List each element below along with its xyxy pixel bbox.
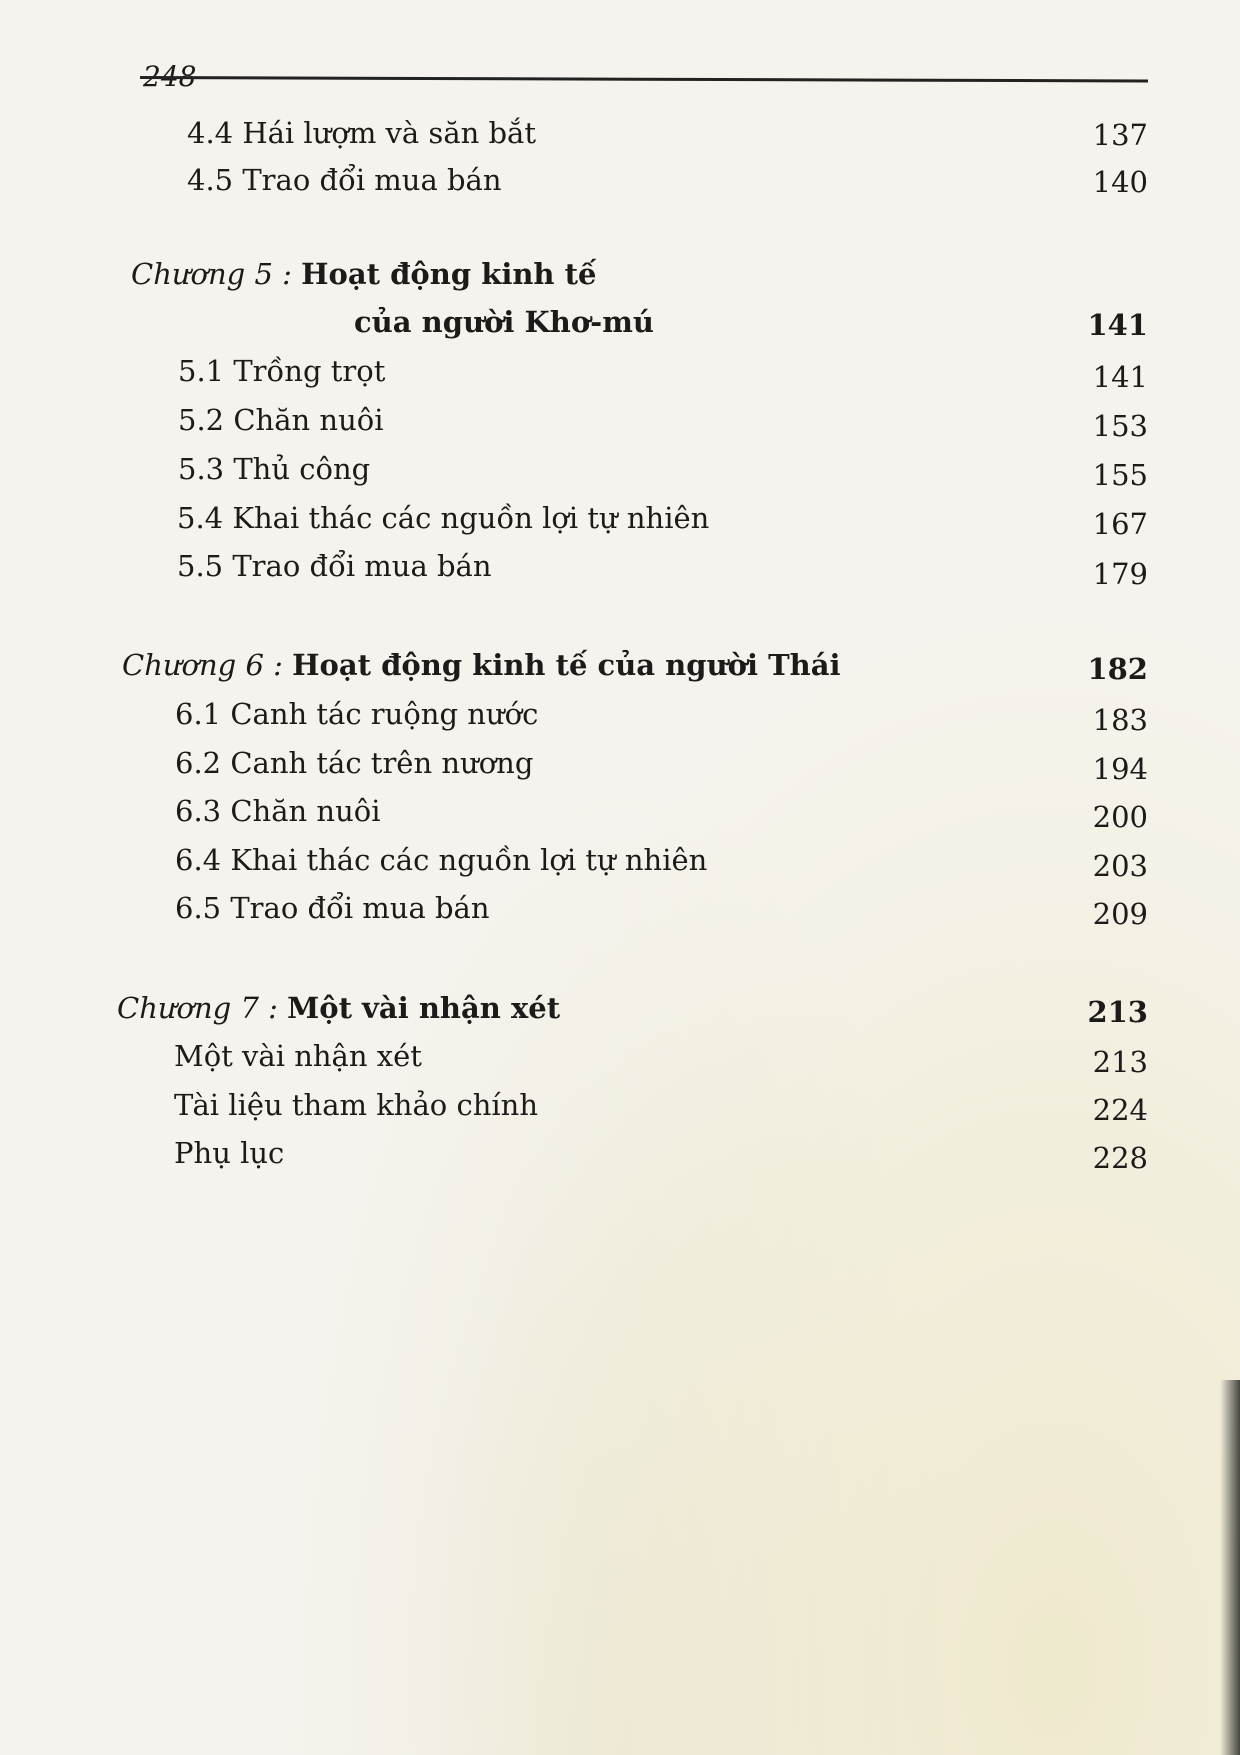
toc-entry-page: 183: [1092, 703, 1148, 737]
toc-entry: [0, 501, 1240, 541]
toc-entry: [0, 452, 1240, 492]
chapter-label: Chương 7 :: [117, 991, 278, 1025]
toc-entry: [0, 163, 1240, 203]
toc-entry-title: 5.3 Thủ công: [178, 452, 371, 486]
toc-entry-title: Phụ lục: [174, 1136, 285, 1170]
toc-entry-title: 5.1 Trồng trọt: [178, 354, 386, 388]
toc-entry: [0, 1039, 1240, 1079]
header-rule: [140, 76, 1148, 83]
toc-entry-title: 5.4 Khai thác các nguồn lợi tự nhiên: [177, 501, 710, 535]
chapter-label: Chương 6 :: [122, 648, 283, 682]
chapter-page: 182: [1087, 652, 1148, 686]
toc-entry-title: 4.4 Hái lượm và săn bắt: [187, 116, 537, 150]
toc-entry-title: 6.3 Chăn nuôi: [175, 794, 381, 828]
toc-entry-page: 224: [1092, 1093, 1148, 1127]
chapter-title: Hoạt động kinh tế của người Thái: [292, 648, 841, 682]
toc-entry-page: 209: [1092, 897, 1148, 931]
toc-entry-page: 200: [1092, 800, 1148, 834]
chapter-page: 213: [1087, 995, 1148, 1029]
toc-entry-title: Tài liệu tham khảo chính: [174, 1088, 539, 1122]
toc-entry-page: 153: [1092, 409, 1148, 443]
toc-entry-title: 6.2 Canh tác trên nương: [175, 746, 534, 780]
toc-entry-title: 5.5 Trao đổi mua bán: [177, 549, 492, 583]
toc-entry: [0, 794, 1240, 834]
toc-entry-page: 213: [1092, 1045, 1148, 1079]
chapter-title: Một vài nhận xét: [287, 991, 561, 1025]
toc-entry: [0, 843, 1240, 883]
toc-entry-page: 228: [1092, 1141, 1148, 1175]
toc-entry: [0, 697, 1240, 737]
toc-entry-title: 6.5 Trao đổi mua bán: [175, 891, 490, 925]
toc-entry-page: 167: [1092, 507, 1148, 541]
chapter-heading-line2: [0, 305, 1240, 345]
toc-entry-title: Một vài nhận xét: [174, 1039, 422, 1073]
page-number: 248: [143, 60, 197, 93]
toc-entry-title: 4.5 Trao đổi mua bán: [187, 163, 502, 197]
toc-entry-page: 140: [1092, 165, 1148, 199]
page-edge-shadow: [1220, 1380, 1240, 1755]
toc-entry-title: 5.2 Chăn nuôi: [178, 403, 384, 437]
toc-entry-page: 155: [1092, 458, 1148, 492]
chapter-title: Hoạt động kinh tế: [301, 257, 597, 291]
chapter-heading: [0, 991, 1240, 1031]
toc-entry-page: 203: [1092, 849, 1148, 883]
toc-entry: [0, 354, 1240, 394]
toc-entry: [0, 116, 1240, 156]
toc-entry-title: 6.1 Canh tác ruộng nước: [175, 697, 539, 731]
toc-entry: [0, 746, 1240, 786]
chapter-label: Chương 5 :: [131, 257, 292, 291]
chapter-title-continued: của người Khơ-mú: [354, 305, 654, 339]
toc-entry: [0, 1136, 1240, 1176]
toc-entry: [0, 891, 1240, 931]
toc-entry-page: 179: [1092, 557, 1148, 591]
chapter-heading: [0, 257, 1240, 297]
toc-entry: [0, 403, 1240, 443]
toc-entry-title: 6.4 Khai thác các nguồn lợi tự nhiên: [175, 843, 708, 877]
toc-entry: [0, 1088, 1240, 1128]
toc-entry: [0, 549, 1240, 589]
chapter-heading: [0, 648, 1240, 688]
toc-entry-page: 137: [1092, 118, 1148, 152]
chapter-page: 141: [1087, 308, 1148, 342]
toc-entry-page: 194: [1092, 752, 1148, 786]
toc-entry-page: 141: [1092, 360, 1148, 394]
